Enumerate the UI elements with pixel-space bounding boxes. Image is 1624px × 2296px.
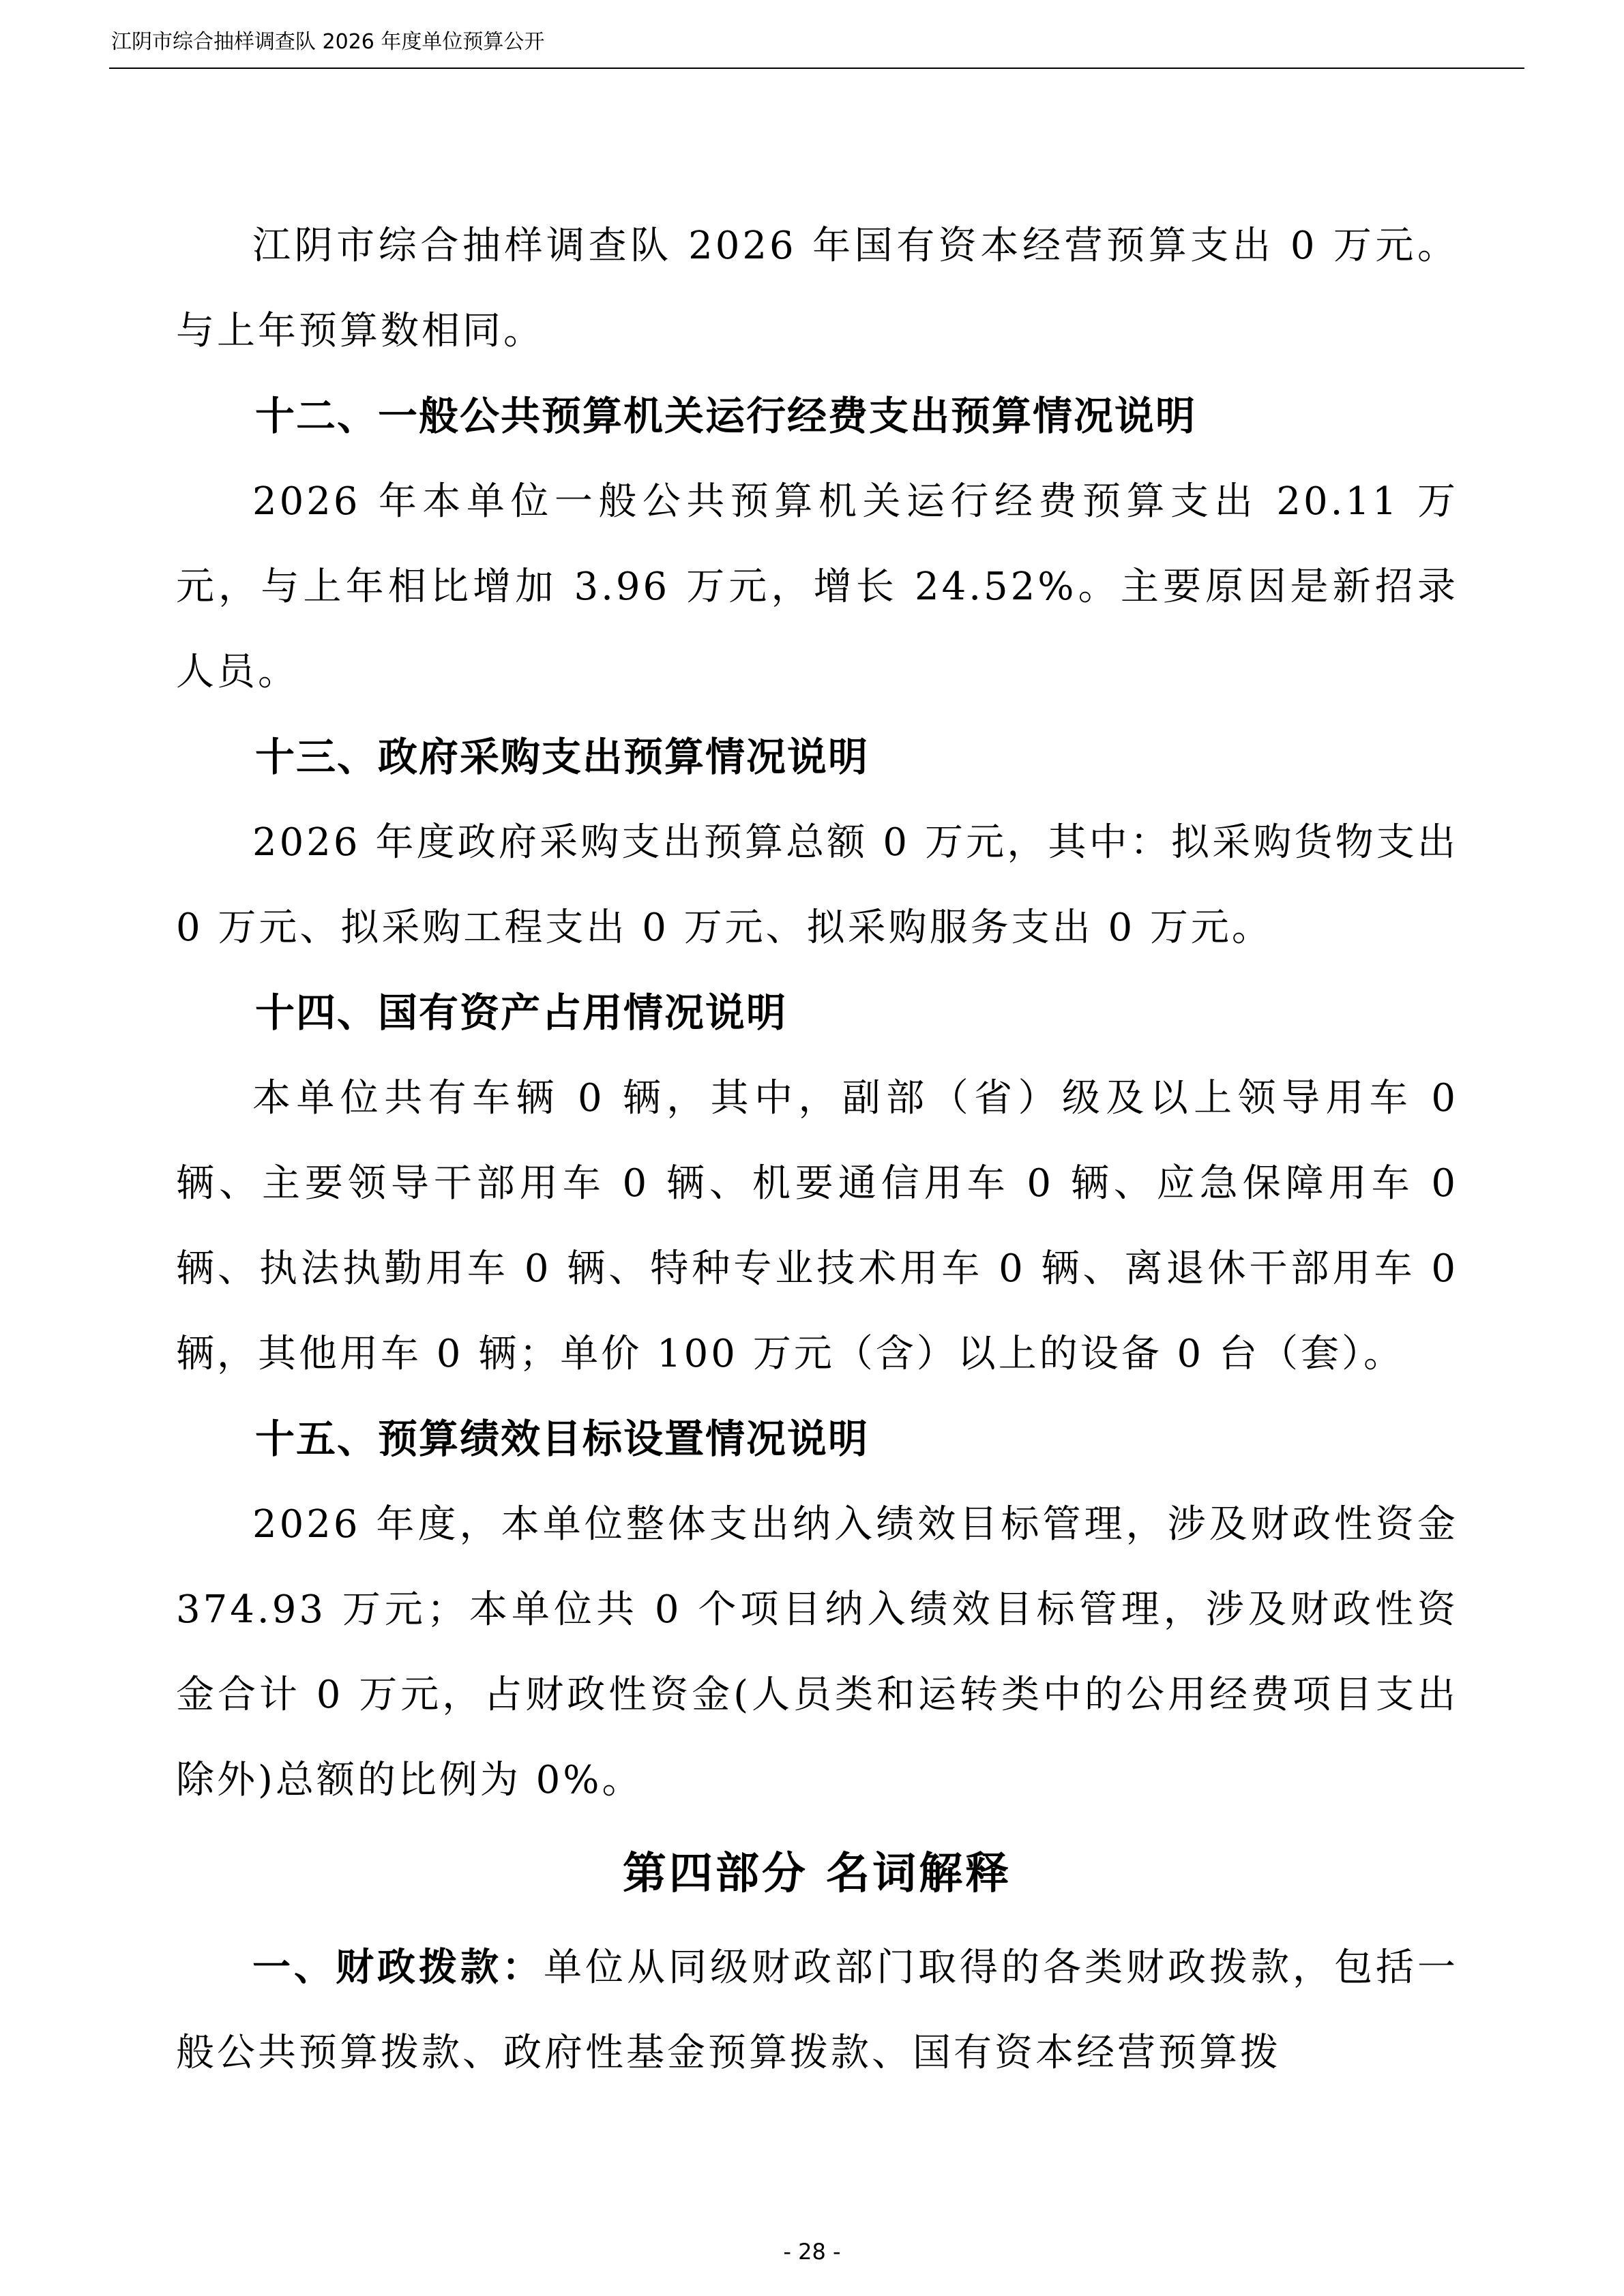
section-heading-12: 十二、一般公共预算机关运行经费支出预算情况说明: [255, 393, 1197, 439]
document-body: [176, 203, 1458, 2096]
term-label: 一、财政拨款：: [252, 1945, 544, 1990]
paragraph-operating-expenses: 2026 年本单位一般公共预算机关运行经费预算支出 20.11 万元，与上年相比增加 3.96 万元，增长 24.52%。主要原因是新招录人员。: [176, 479, 1458, 694]
part-four-title: 第四部分 名词解释: [622, 1848, 1012, 1899]
paragraph-term-fiscal-allocation: [176, 1925, 1458, 2096]
paragraph-capital-budget: 江阴市综合抽样调查队 2026 年国有资本经营预算支出 0 万元。与上年预算数相同。: [176, 224, 1458, 353]
page-header: 江阴市综合抽样调查队 2026 年度单位预算公开: [111, 30, 545, 54]
paragraph-performance-goals: 2026 年度，本单位整体支出纳入绩效目标管理，涉及财政性资金 374.93 万元；本单位共 0 个项目纳入绩效目标管理，涉及财政性资金合计 0 万元，占财政性资金(人员类和运转类中的公用经费项目支出除外)总额的比例为 0%。: [176, 1502, 1458, 1802]
header-divider: [109, 68, 1524, 69]
section-heading-14: 十四、国有资产占用情况说明: [255, 989, 788, 1036]
paragraph-procurement: 2026 年度政府采购支出预算总额 0 万元，其中：拟采购货物支出 0 万元、拟采购工程支出 0 万元、拟采购服务支出 0 万元。: [176, 820, 1458, 950]
section-heading-13: 十三、政府采购支出预算情况说明: [255, 734, 870, 780]
paragraph-state-assets: 本单位共有车辆 0 辆，其中，副部（省）级及以上领导用车 0 辆、主要领导干部用车 0 辆、机要通信用车 0 辆、应急保障用车 0 辆、执法执勤用车 0 辆、特种专业技术用车 0 辆、离退休干部用车 0 辆，其他用车 0 辆；单价 100 万元（含）以上的设备 0 台（套）。: [176, 1076, 1458, 1376]
page-number: - 28 -: [783, 2239, 841, 2265]
section-heading-15: 十五、预算绩效目标设置情况说明: [255, 1416, 870, 1462]
term-definition: 单位从同级财政部门取得的各类财政拨款，包括一般公共预算拨款、政府性基金预算拨款、国有资本经营预算拨: [176, 1945, 1458, 2075]
